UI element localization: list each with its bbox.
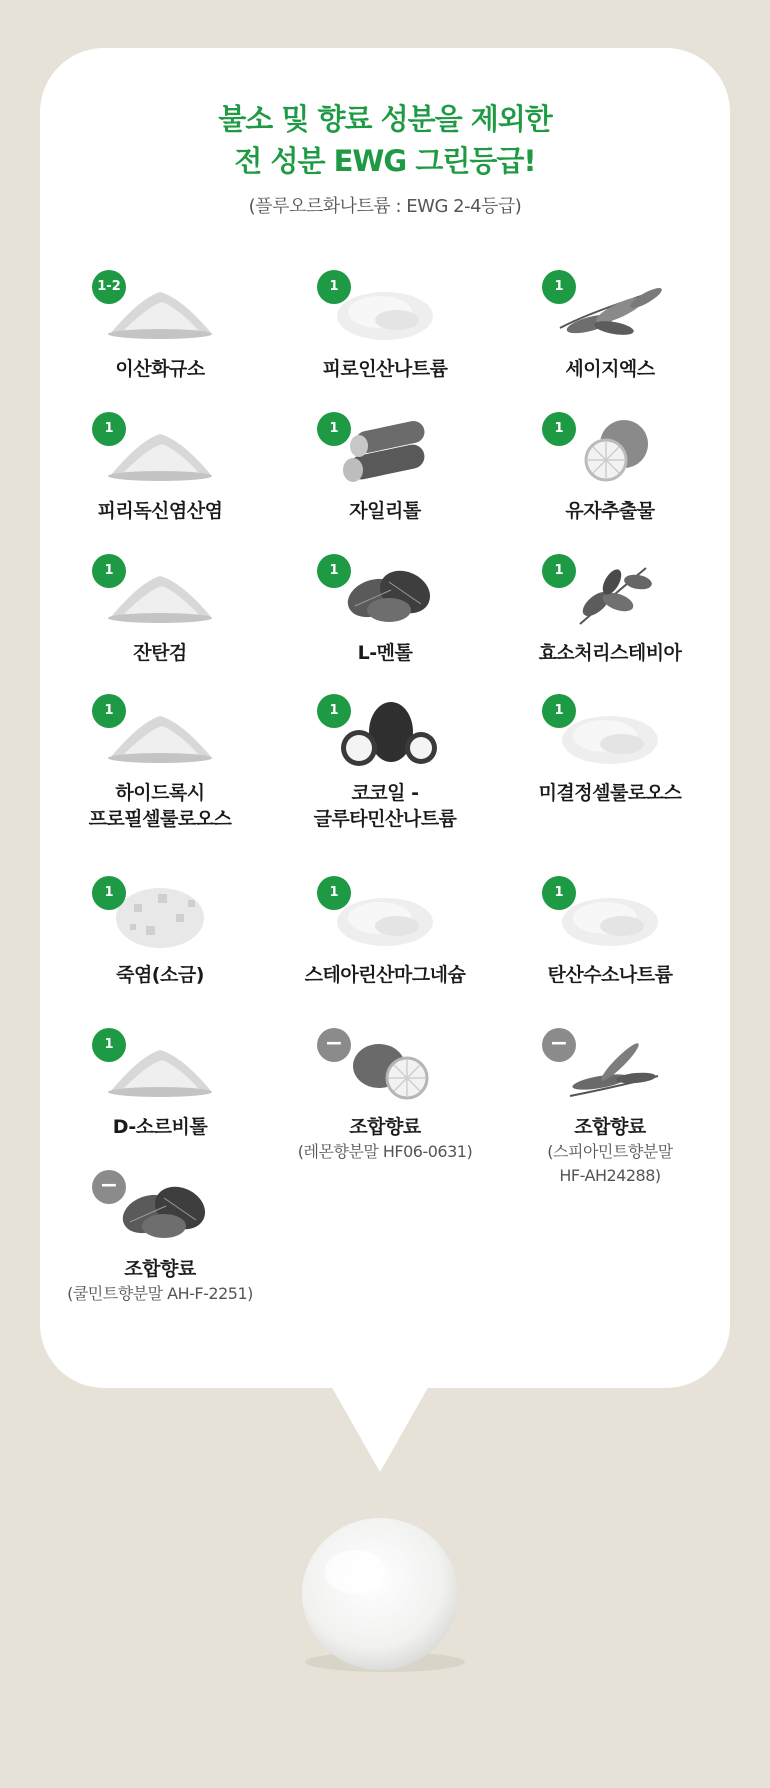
ingredient-name-line: 조합향료: [574, 1116, 646, 1138]
ewg-grade-badge: 1: [542, 694, 576, 728]
headline-line-2: 전 성분 EWG 그린등급!: [234, 144, 536, 178]
ingredient-item: [490, 410, 730, 560]
ewg-grade-badge: 1-2: [92, 270, 126, 304]
ingredient-name-line: 탄산수소나트륨: [547, 964, 673, 986]
ingredient-name: [265, 962, 505, 988]
ingredient-name-line: 피리독신염산염: [97, 500, 223, 522]
ingredient-name: [40, 962, 280, 988]
ingredient-name: [265, 780, 505, 832]
ingredient-name: [265, 356, 505, 382]
ingredient-name-line: 하이드록시: [115, 782, 205, 804]
ingredient-item: [490, 1026, 730, 1185]
ingredient-name: [40, 780, 280, 832]
ingredient-name: [490, 498, 730, 524]
ewg-grade-badge: 1: [317, 554, 351, 588]
ingredient-name-line: 잔탄검: [133, 642, 187, 664]
spearmint-icon: [550, 1026, 670, 1106]
ingredient-name-line: 코코일 -: [351, 782, 419, 804]
fine-powder-icon: [550, 692, 670, 772]
toothpaste-tablet-icon: [295, 1512, 465, 1677]
ingredient-note: (레몬향분말 HF06-0631): [297, 1142, 473, 1161]
ingredient-name: [40, 356, 280, 382]
ewg-grade-badge: −: [542, 1028, 576, 1062]
sage-leaves-icon: [550, 268, 670, 348]
ingredient-item: [40, 1026, 280, 1176]
lemon-icon: [325, 1026, 445, 1106]
ewg-grade-badge: −: [92, 1170, 126, 1204]
ewg-grade-badge: 1: [542, 270, 576, 304]
ingredient-name: [265, 1114, 505, 1164]
ingredient-note: (쿨민트향분말 AH-F-2251): [67, 1284, 253, 1303]
ingredient-name: [490, 356, 730, 382]
ingredient-name-line: 글루타민산나트륨: [313, 808, 457, 830]
ingredient-name: [490, 640, 730, 666]
headline-line-1: 불소 및 향료 성분을 제외한: [218, 102, 552, 136]
powder-pile-icon: [100, 410, 220, 490]
ewg-grade-badge: 1: [542, 412, 576, 446]
ingredient-item: [265, 410, 505, 560]
ewg-grade-badge: 1: [542, 876, 576, 910]
ingredient-name-line: 피로인산나트륨: [322, 358, 448, 380]
ingredient-item: [490, 692, 730, 842]
powder-pile-icon: [100, 1026, 220, 1106]
ingredient-name-line: 이산화규소: [115, 358, 205, 380]
ewg-grade-badge: 1: [92, 554, 126, 588]
citrus-icon: [550, 410, 670, 490]
ewg-grade-badge: 1: [92, 876, 126, 910]
ingredient-name: [40, 1114, 280, 1140]
ewg-grade-badge: 1: [317, 270, 351, 304]
ingredient-item: [265, 692, 505, 842]
ingredient-name-line: 프로필셀룰로오스: [88, 808, 232, 830]
ingredient-name: [490, 1114, 730, 1188]
ingredient-name: [490, 962, 730, 988]
ingredient-item: [40, 874, 280, 1024]
stevia-leaves-icon: [550, 552, 670, 632]
ewg-grade-badge: 1: [317, 876, 351, 910]
ingredient-name-line: 세이지엑스: [565, 358, 655, 380]
ingredient-name-line: 죽염(소금): [116, 964, 204, 986]
ingredient-name: [265, 640, 505, 666]
ingredient-item: [490, 552, 730, 702]
ingredient-item: [265, 1026, 505, 1176]
ingredient-name-line: D-소르비톨: [112, 1116, 208, 1138]
ewg-grade-badge: −: [317, 1028, 351, 1062]
ingredient-name: [490, 780, 730, 806]
ewg-grade-badge: 1: [92, 412, 126, 446]
ingredient-note: HF-AH24288): [559, 1166, 661, 1185]
ingredient-item: [265, 874, 505, 1024]
mint-leaves-icon: [100, 1168, 220, 1248]
ingredient-name: [40, 1256, 280, 1306]
ewg-grade-badge: 1: [317, 412, 351, 446]
ingredient-item: [265, 268, 505, 418]
ingredient-name-line: 자일리톨: [349, 500, 421, 522]
mint-leaves-icon: [325, 552, 445, 632]
coconut-icon: [325, 692, 445, 772]
ewg-grade-badge: 1: [317, 694, 351, 728]
salt-icon: [100, 874, 220, 954]
ingredient-name-line: L-멘톨: [357, 642, 413, 664]
ingredient-name-line: 스테아린산마그네슘: [304, 964, 466, 986]
headline: [40, 98, 730, 182]
ingredient-item: [490, 268, 730, 418]
powder-pile-icon: [100, 692, 220, 772]
fine-powder-icon: [550, 874, 670, 954]
ingredient-name: [265, 498, 505, 524]
ingredient-item: [40, 410, 280, 560]
fine-powder-icon: [325, 268, 445, 348]
ewg-grade-badge: 1: [92, 1028, 126, 1062]
powder-pile-icon: [100, 552, 220, 632]
ewg-grade-badge: 1: [542, 554, 576, 588]
ingredient-name: [40, 498, 280, 524]
fine-powder-icon: [325, 874, 445, 954]
ingredient-item: [40, 692, 280, 842]
ingredient-item: [265, 552, 505, 702]
ingredient-note: (스피아민트향분말: [547, 1142, 673, 1161]
powder-pile-icon: [97, 268, 220, 348]
ingredient-item: [40, 552, 280, 702]
ingredient-item: [40, 268, 280, 418]
ewg-grade-badge: 1: [92, 694, 126, 728]
ingredient-name: [40, 640, 280, 666]
ingredient-name-line: 유자추출물: [565, 500, 655, 522]
wood-logs-icon: [325, 410, 445, 490]
subline: (플루오르화나트륨 : EWG 2-4등급): [248, 196, 522, 217]
ingredient-name-line: 조합향료: [124, 1258, 196, 1280]
ingredient-name-line: 미결정셀룰로오스: [538, 782, 682, 804]
ingredient-item: [490, 874, 730, 1024]
ingredient-name-line: 조합향료: [349, 1116, 421, 1138]
ingredient-item: [40, 1168, 280, 1318]
speech-bubble-tail: [330, 1384, 430, 1472]
ingredient-name-line: 효소처리스테비아: [538, 642, 682, 664]
